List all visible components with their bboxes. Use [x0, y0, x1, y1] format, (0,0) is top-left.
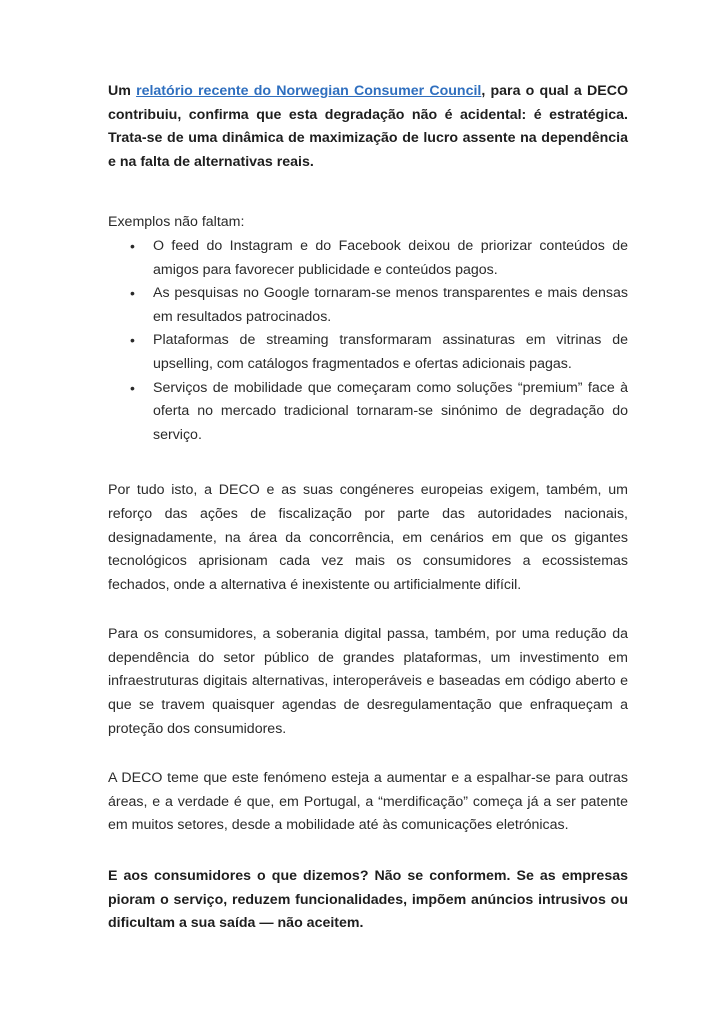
examples-list [108, 235, 628, 447]
enshittification-paragraph: A DECO teme que este fenómeno esteja a aumentar e a espalhar-se para outras áreas, e a verdade é que, em Portugal, a “merdificação” começa já a ser patente em muitos setores, desde a mobilidade até às comunicações eletrónicas. [108, 770, 628, 834]
list-item [108, 235, 628, 282]
list-item-text: O feed do Instagram e do Facebook deixou de priorizar conteúdos de amigos para favorecer publicidade e conteúdos pagos. [153, 237, 628, 278]
intro-paragraph [108, 80, 628, 174]
bullet-icon: • [130, 285, 135, 302]
examples-heading: Exemplos não faltam: [108, 214, 245, 231]
bullet-icon: • [130, 379, 135, 396]
document-page [108, 80, 628, 936]
list-item-text: Plataformas de streaming transformaram assinaturas em vitrinas de upselling, com catálogos fragmentados e ofertas adicionais pagas. [153, 332, 628, 372]
list-item-text: Serviços de mobilidade que começaram como soluções “premium” face à oferta no mercado tradicional tornaram-se sinónimo de degradação do serviço. [153, 379, 628, 443]
closing-paragraph: E aos consumidores o que dizemos? Não se conformem. Se as empresas pioram o serviço, reduzem funcionalidades, impõem anúncios intrusivos ou dificultam a sua saída — não aceitem. [108, 868, 628, 932]
enforcement-paragraph: Por tudo isto, a DECO e as suas congéneres europeias exigem, também, um reforço das ações de fiscalização por parte das autoridades nacionais, designadamente, na área da concorrência, em cenários em que os gigantes tecnológicos aprisionam cada vez mais os consumidores a ecossistemas fechados, onde a alternativa é inexistente ou artificialmente difícil. [108, 482, 628, 593]
bullet-icon: • [130, 332, 135, 349]
digital-sovereignty-paragraph: Para os consumidores, a soberania digital passa, também, por uma redução da dependência do setor público de grandes plataformas, um investimento em infraestruturas digitais alternativas, interoperáveis e baseadas em código aberto e que se travem quaisquer agendas de desregulamentação que enfraqueçam a proteção dos consumidores. [108, 626, 628, 737]
list-item [108, 377, 628, 448]
report-link[interactable]: relatório recente do Norwegian Consumer Council [136, 83, 482, 99]
intro-suffix: , para o qual a DECO contribuiu, confirma que esta degradação não é acidental: é estratégica. Trata-se de uma dinâmica de maximização de lucro assente na dependência e na falta de alternativas reais. [108, 83, 628, 170]
list-item [108, 282, 628, 329]
list-item [108, 329, 628, 376]
intro-prefix: Um [108, 83, 137, 99]
list-item-text: As pesquisas no Google tornaram-se menos transparentes e mais densas em resultados patrocinados. [153, 285, 628, 325]
bullet-icon: • [130, 237, 135, 254]
